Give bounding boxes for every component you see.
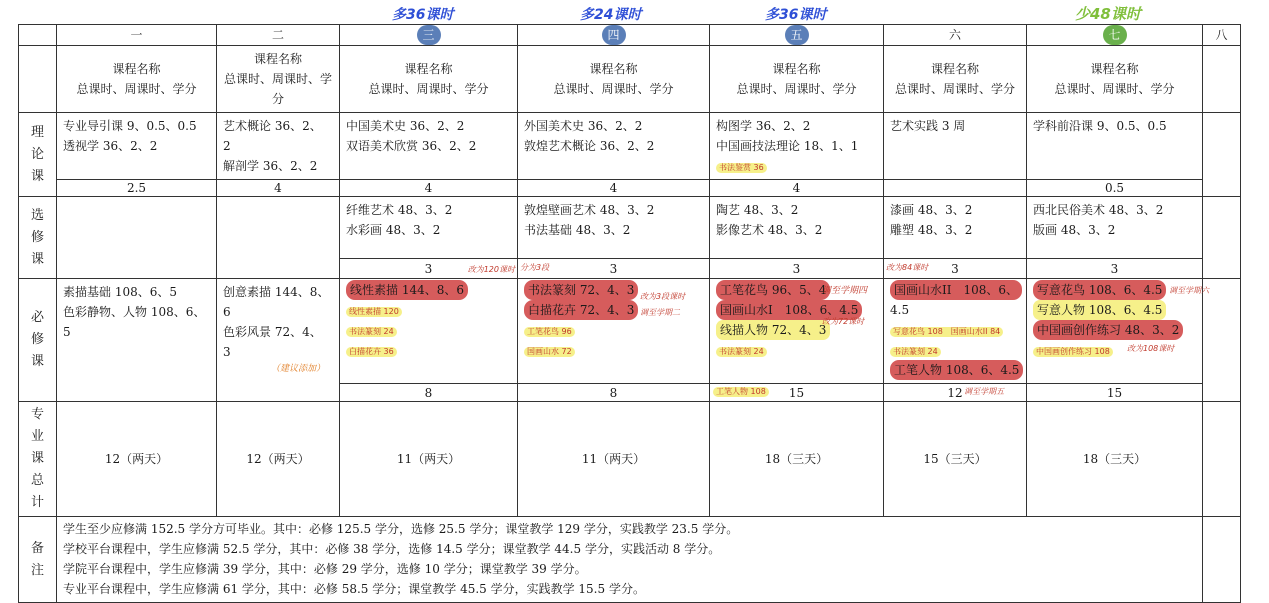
- theory-credit: 0.5: [1027, 180, 1203, 197]
- semester-header-row: [19, 25, 1241, 46]
- required-note: 改为3段课时: [640, 292, 686, 301]
- required-label: 必修课: [19, 279, 57, 402]
- required-note: （建议添加）: [271, 364, 326, 374]
- semester-2: 二: [217, 25, 340, 46]
- required-credit: 12 调至学期五: [884, 384, 1027, 402]
- required-credit: 工笔人物 108 15: [710, 384, 884, 402]
- semester-7: 七: [1027, 25, 1203, 46]
- remarks-text: 学生至少应修满 152.5 学分方可毕业。其中：必修 125.5 学分，选修 25.5 学分；课堂教学 129 学分，实践教学 23.5 学分。 学校平台课程中，学生应修满 52.5 学分，其中：必修 38 学分，选修 14.5 学分；课堂教学 44.5 学分，实践活动 8 学分。 学院平台课程中，学生应修满 39 学分，其中：必修 29 学分，选修 10 学分；课堂教学 39 学分。 专业平台课程中，学生应修满 61 学分，其中：必修 58.5 学分；课堂教学 45.5 学分，实践教学 15.5 学分。: [57, 517, 1203, 603]
- required-sem7: 写意花鸟 108、6、4.5 写意人物 108、6、4.5 中国画创作练习 48、3、2 中国画创作练习 108 调至学期六 改为108课时: [1027, 279, 1203, 384]
- required-note: 调至学期六: [1169, 286, 1209, 295]
- major-total-value: 12（两天）: [57, 402, 217, 517]
- elective-credit: 分为3段 3: [518, 259, 710, 279]
- theory-credit: 4: [710, 180, 884, 197]
- theory-credit: 2.5: [57, 180, 217, 197]
- required-note: 调至学期二: [640, 308, 680, 317]
- semester-3: 三: [340, 25, 518, 46]
- theory-sem4: 外国美术史 36、2、2 敦煌艺术概论 36、2、2: [518, 113, 710, 180]
- semester-8: 八: [1203, 25, 1241, 46]
- required-sem5: 工笔花鸟 96、5、4 国画山水I 108、6、4.5 线描人物 72、4、3 书法篆刻 24 调至学期四 改为72课时: [710, 279, 884, 384]
- annotation-col3: 多36课时: [392, 7, 454, 23]
- semester-4: 四: [518, 25, 710, 46]
- elective-label: 选修课: [19, 197, 57, 279]
- semester-6: 六: [884, 25, 1027, 46]
- theory-row: [19, 113, 1241, 180]
- required-note: 改为108课时: [1127, 344, 1175, 353]
- theory-credit: [884, 180, 1027, 197]
- required-note: 改为72课时: [822, 317, 865, 326]
- curriculum-table: [18, 24, 1241, 603]
- elective-sem3: 纤维艺术 48、3、2 水彩画 48、3、2: [340, 197, 518, 259]
- column-header-row: [19, 46, 1241, 113]
- elective-row: [19, 197, 1241, 259]
- elective-credit: 改为84课时 3: [884, 259, 1027, 279]
- theory-credit: 4: [340, 180, 518, 197]
- major-total-value: 15（三天）: [884, 402, 1027, 517]
- semester-5: 五: [710, 25, 884, 46]
- required-sem2: 创意素描 144、8、 6 色彩风景 72、4、 3 （建议添加）: [217, 279, 340, 402]
- major-total-value: 18（三天）: [1027, 402, 1203, 517]
- theory-credit-row: [19, 180, 1241, 197]
- annotation-col5: 多36课时: [765, 7, 827, 23]
- annotation-col4: 多24课时: [580, 7, 642, 23]
- required-note: 调至学期五: [964, 387, 1004, 396]
- col-header: 课程名称 总课时、周课时、学分: [340, 46, 518, 113]
- col-header: 课程名称 总课时、周课时、学分: [710, 46, 884, 113]
- elective-credit: 3 改为120课时: [340, 259, 518, 279]
- theory-sem7: 学科前沿课 9、0.5、0.5: [1027, 113, 1203, 180]
- elective-sem4: 敦煌壁画艺术 48、3、2 书法基础 48、3、2: [518, 197, 710, 259]
- theory-sem2: 艺术概论 36、2、 2 解剖学 36、2、2: [217, 113, 340, 180]
- theory-label: 理论课: [19, 113, 57, 197]
- required-credit: 15: [1027, 384, 1203, 402]
- elective-credit: 3: [710, 259, 884, 279]
- elective-note: 改为84课时: [886, 263, 929, 272]
- remarks-row: [19, 517, 1241, 603]
- remarks-label: 备注: [19, 517, 57, 603]
- required-note: 调至学期四: [822, 286, 868, 296]
- theory-sem5: 构图学 36、2、2 中国画技法理论 18、1、1 书法鉴赏 36: [710, 113, 884, 180]
- theory-sem6: 艺术实践 3 周: [884, 113, 1027, 180]
- required-sem1: 素描基础 108、6、5 色彩静物、人物 108、6、 5: [57, 279, 217, 402]
- col-header: 课程名称 总课时、周课时、学分: [518, 46, 710, 113]
- elective-sem6: 漆画 48、3、2 雕塑 48、3、2: [884, 197, 1027, 259]
- col-header: 课程名称 总课时、周课时、学分: [217, 46, 340, 113]
- major-total-value: 11（两天）: [518, 402, 710, 517]
- col-header: 课程名称 总课时、周课时、学分: [884, 46, 1027, 113]
- theory-sem3: 中国美术史 36、2、2 双语美术欣赏 36、2、2: [340, 113, 518, 180]
- theory-sem1: 专业导引课 9、0.5、0.5 透视学 36、2、2: [57, 113, 217, 180]
- theory-credit: 4: [217, 180, 340, 197]
- required-sem6: 国画山水II 108、6、 4.5 写意花鸟 108 国画山水II 84 书法篆刻 24 工笔人物 108、6、4.5: [884, 279, 1027, 384]
- col-header: 课程名称 总课时、周课时、学分: [57, 46, 217, 113]
- major-total-value: 12（两天）: [217, 402, 340, 517]
- major-total-value: 11（两天）: [340, 402, 518, 517]
- elective-note: 改为120课时: [467, 265, 515, 274]
- annotation-col7: 少48课时: [1075, 5, 1141, 23]
- semester-1: 一: [57, 25, 217, 46]
- required-row: [19, 279, 1241, 384]
- required-credit: 8: [518, 384, 710, 402]
- major-total-value: 18（三天）: [710, 402, 884, 517]
- col-header: 课程名称 总课时、周课时、学分: [1027, 46, 1203, 113]
- major-total-label: 专业课总计: [19, 402, 57, 517]
- required-sem3: 线性素描 144、8、6线性素描 120 书法篆刻 24 白描花卉 36: [340, 279, 518, 384]
- corner-cell: [19, 25, 57, 46]
- elective-credit: 3: [1027, 259, 1203, 279]
- major-total-row: [19, 402, 1241, 517]
- required-sem4: 书法篆刻 72、4、3 白描花卉 72、4、3 工笔花鸟 96 国画山水 72 改为3段课时 调至学期二: [518, 279, 710, 384]
- theory-credit: 4: [518, 180, 710, 197]
- elective-sem5: 陶艺 48、3、2 影像艺术 48、3、2: [710, 197, 884, 259]
- elective-sem7: 西北民俗美术 48、3、2 版画 48、3、2: [1027, 197, 1203, 259]
- required-credit: 8: [340, 384, 518, 402]
- elective-note: 分为3段: [520, 263, 550, 272]
